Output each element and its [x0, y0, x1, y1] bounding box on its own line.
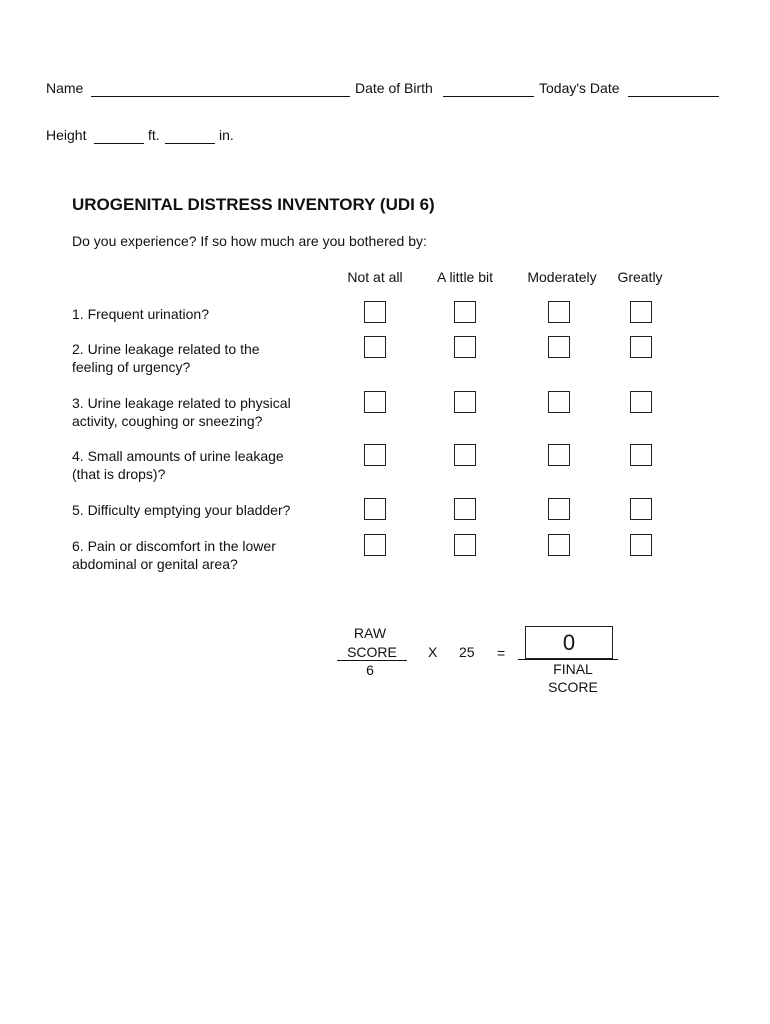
checkbox-q5-moderately[interactable]	[548, 498, 570, 520]
checkbox-q5-greatly[interactable]	[630, 498, 652, 520]
height-ft-field[interactable]	[94, 143, 144, 144]
checkbox-q1-little-bit[interactable]	[454, 301, 476, 323]
today-label: Today's Date	[539, 80, 620, 96]
checkbox-q4-little-bit[interactable]	[454, 444, 476, 466]
question-text: (that is drops)?	[72, 466, 166, 482]
divisor: 6	[366, 662, 374, 678]
question-text: 6. Pain or discomfort in the lower	[72, 538, 276, 554]
dob-field[interactable]	[443, 96, 534, 97]
checkbox-q3-little-bit[interactable]	[454, 391, 476, 413]
checkbox-q5-little-bit[interactable]	[454, 498, 476, 520]
times-sign: X	[428, 644, 438, 660]
raw-label: RAW	[353, 625, 387, 641]
question-2	[72, 340, 260, 376]
question-text: activity, coughing or sneezing?	[72, 413, 263, 429]
question-text: feeling of urgency?	[72, 359, 191, 375]
checkbox-q2-greatly[interactable]	[630, 336, 652, 358]
checkbox-q3-not-at-all[interactable]	[364, 391, 386, 413]
final-score-label: SCORE	[548, 679, 598, 695]
checkbox-q6-little-bit[interactable]	[454, 534, 476, 556]
multiplier: 25	[459, 644, 475, 660]
final-score-box[interactable]: 0	[525, 626, 613, 659]
question-6	[72, 537, 276, 573]
question-3	[72, 394, 291, 430]
checkbox-q2-little-bit[interactable]	[454, 336, 476, 358]
form-title: UROGENITAL DISTRESS INVENTORY (UDI 6)	[72, 195, 435, 214]
instruction: Do you experience? If so how much are you bothered by:	[72, 233, 427, 249]
ft-label: ft.	[148, 127, 160, 143]
checkbox-q4-moderately[interactable]	[548, 444, 570, 466]
today-field[interactable]	[628, 96, 719, 97]
col-not-at-all: Not at all	[347, 269, 403, 285]
height-in-field[interactable]	[165, 143, 215, 144]
question-text: abdominal or genital area?	[72, 556, 238, 572]
equals-sign: =	[497, 645, 506, 661]
question-1	[72, 305, 209, 323]
question-text: 5. Difficulty emptying your bladder?	[72, 502, 291, 518]
final-score-line	[518, 659, 618, 660]
final-label: FINAL	[553, 661, 593, 677]
in-label: in.	[219, 127, 234, 143]
checkbox-q4-greatly[interactable]	[630, 444, 652, 466]
question-5	[72, 501, 290, 519]
col-little-bit: A little bit	[436, 269, 494, 285]
checkbox-q2-moderately[interactable]	[548, 336, 570, 358]
checkbox-q6-moderately[interactable]	[548, 534, 570, 556]
checkbox-q6-greatly[interactable]	[630, 534, 652, 556]
question-text: 1. Frequent urination?	[72, 306, 209, 322]
col-greatly: Greatly	[617, 269, 663, 285]
checkbox-q1-greatly[interactable]	[630, 301, 652, 323]
col-moderately: Moderately	[527, 269, 597, 285]
checkbox-q6-not-at-all[interactable]	[364, 534, 386, 556]
question-4	[72, 447, 284, 483]
checkbox-q3-greatly[interactable]	[630, 391, 652, 413]
checkbox-q5-not-at-all[interactable]	[364, 498, 386, 520]
dob-label: Date of Birth	[355, 80, 433, 96]
checkbox-q4-not-at-all[interactable]	[364, 444, 386, 466]
question-text: 3. Urine leakage related to physical	[72, 395, 291, 411]
question-text: 2. Urine leakage related to the	[72, 341, 260, 357]
score-label: SCORE	[347, 644, 397, 660]
checkbox-q1-moderately[interactable]	[548, 301, 570, 323]
height-label: Height	[46, 127, 87, 143]
checkbox-q3-moderately[interactable]	[548, 391, 570, 413]
question-text: 4. Small amounts of urine leakage	[72, 448, 284, 464]
name-field[interactable]	[91, 96, 350, 97]
name-label: Name	[46, 80, 84, 96]
checkbox-q2-not-at-all[interactable]	[364, 336, 386, 358]
checkbox-q1-not-at-all[interactable]	[364, 301, 386, 323]
fraction-line	[337, 660, 407, 661]
